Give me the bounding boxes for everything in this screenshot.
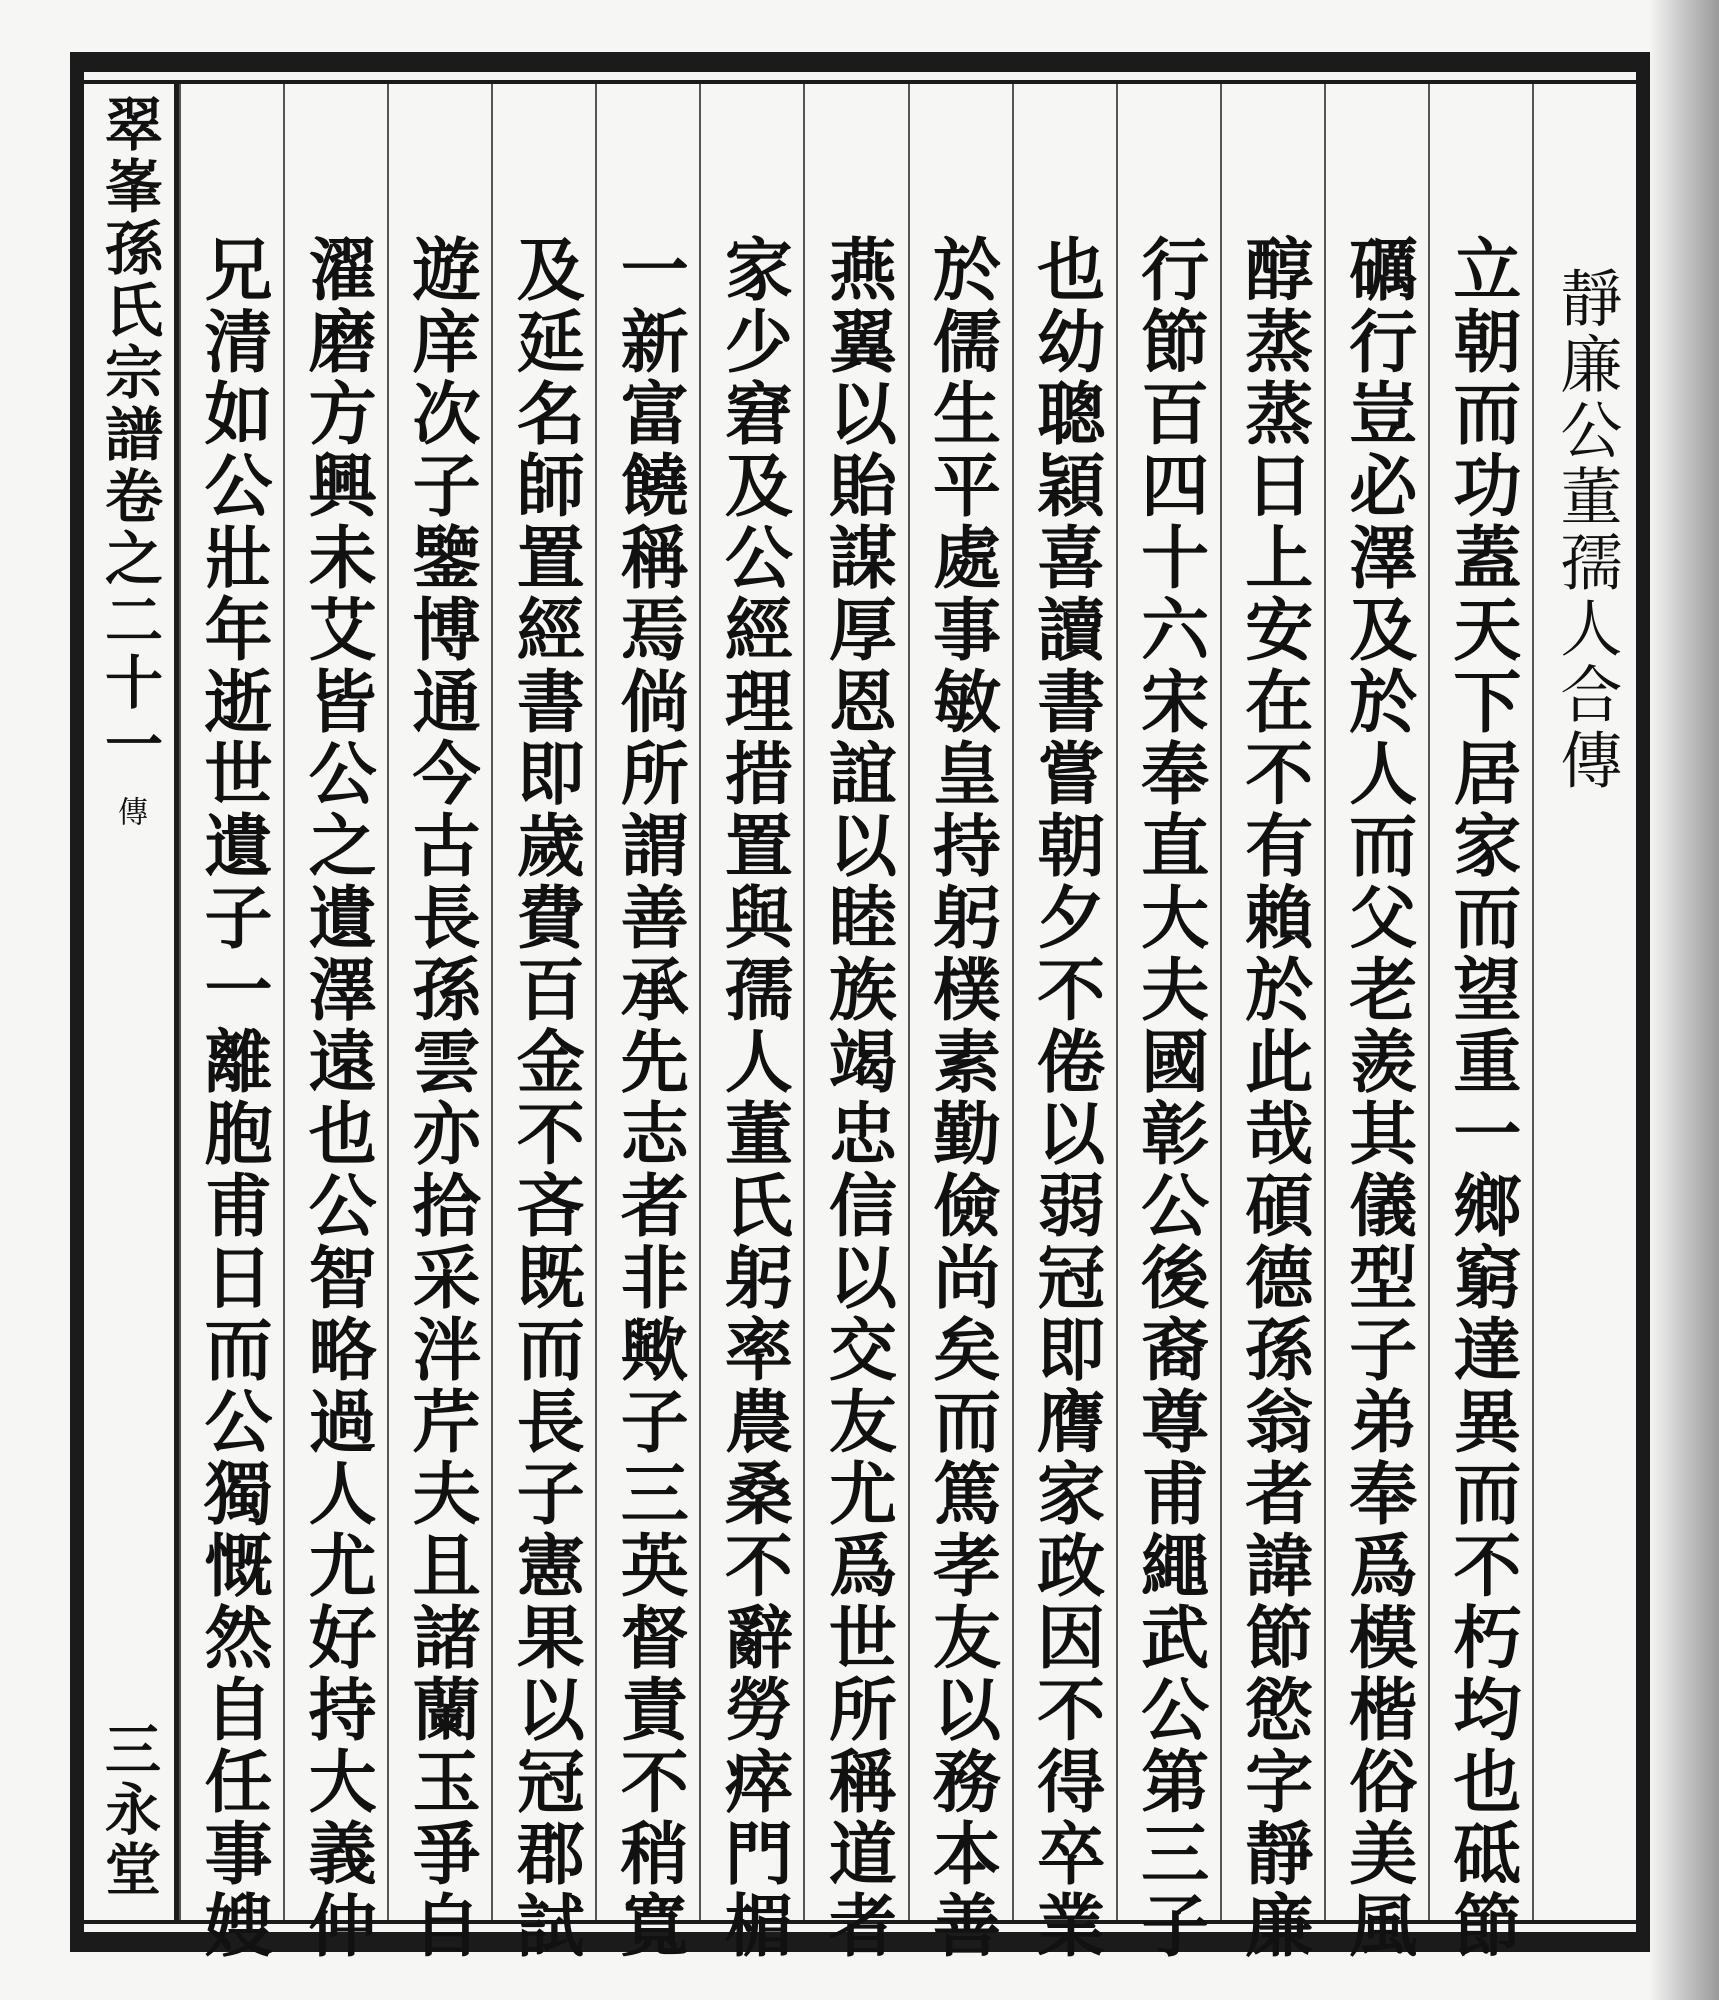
hall-name: 三永堂 (96, 1720, 162, 1900)
top-border (70, 52, 1650, 72)
text-column (387, 84, 491, 1962)
column-rule (179, 84, 181, 1920)
column-rule (699, 84, 701, 1920)
text-column (491, 84, 595, 1962)
column-rule (1116, 84, 1118, 1920)
left-border (70, 52, 84, 1952)
column-text: 一新富饒稱焉倘所謂善承先志者非歟子三英督責不稍寬 (609, 234, 690, 1962)
column-rule (387, 84, 389, 1920)
column-rule (1324, 84, 1326, 1920)
column-text: 醇蒸蒸日上安在不有賴於此哉碩德孫翁者諱節慾字靜廉 (1233, 234, 1314, 1962)
column-text: 兄清如公壯年逝世遺子一離胞甫日而公獨慨然自任事嫂 (193, 234, 273, 1962)
volume-label: 卷之二十一 (95, 466, 163, 776)
column-text: 於儒生平處事敏皇持躬樸素勤儉尚矣而篤孝友以務本善 (921, 234, 1002, 1962)
text-column (283, 84, 387, 1962)
text-column (1012, 84, 1116, 1962)
column-text: 礪行豈必澤及於人而父老羨其儀型子弟奉爲模楷俗美風 (1337, 234, 1418, 1962)
fold-margin (84, 84, 174, 1920)
section-label: 傳 (112, 796, 147, 826)
column-text: 及延名師置經書即歲費百金不吝既而長子憲果以冠郡試 (505, 234, 586, 1962)
column-rule (1220, 84, 1222, 1920)
text-columns (179, 84, 1636, 1962)
column-rule (908, 84, 910, 1920)
book-title-text: 翠峯孫氏宗譜 (95, 94, 163, 466)
scan-edge (1649, 0, 1719, 2000)
text-column (803, 84, 907, 1962)
column-rule (803, 84, 805, 1920)
title-column (1532, 84, 1636, 1920)
column-text: 遊庠次子鑒博通今古長孫雲亦拾采泮芹夫且諸蘭玉爭自 (401, 234, 482, 1962)
column-rule (491, 84, 493, 1920)
column-text: 也幼聰穎喜讀書嘗朝夕不倦以弱冠即膺家政因不得卒業 (1025, 234, 1106, 1962)
column-rule (595, 84, 597, 1920)
book-title (95, 94, 163, 776)
text-column (595, 84, 699, 1962)
text-column (1220, 84, 1324, 1962)
column-rule (1532, 84, 1534, 1920)
column-text: 家少窘及公經理措置與孺人董氏躬率農桑不辭勞瘁門楣 (713, 234, 794, 1962)
column-text: 濯磨方興未艾皆公之遺澤遠也公智略過人尤好持大義仲 (297, 234, 378, 1962)
biography-title: 靜廉公董孺人合傳 (1549, 266, 1623, 794)
text-column (179, 84, 283, 1962)
page-frame (70, 52, 1650, 1962)
column-rule (1012, 84, 1014, 1920)
right-border (1636, 52, 1650, 1952)
text-column (1324, 84, 1428, 1962)
column-rule (1428, 84, 1430, 1920)
text-column (699, 84, 803, 1962)
column-text: 燕翼以貽謀厚恩誼以睦族竭忠信以交友尤爲世所稱道者 (817, 234, 898, 1962)
text-column (1116, 84, 1220, 1962)
text-column (908, 84, 1012, 1962)
text-column (1428, 84, 1532, 1962)
column-text: 立朝而功蓋天下居家而望重一鄉窮達異而不朽均也砥節 (1441, 234, 1522, 1962)
column-text: 行節百四十六宋奉直大夫國彰公後裔尊甫繩武公第三子 (1129, 234, 1210, 1962)
column-rule (283, 84, 285, 1920)
